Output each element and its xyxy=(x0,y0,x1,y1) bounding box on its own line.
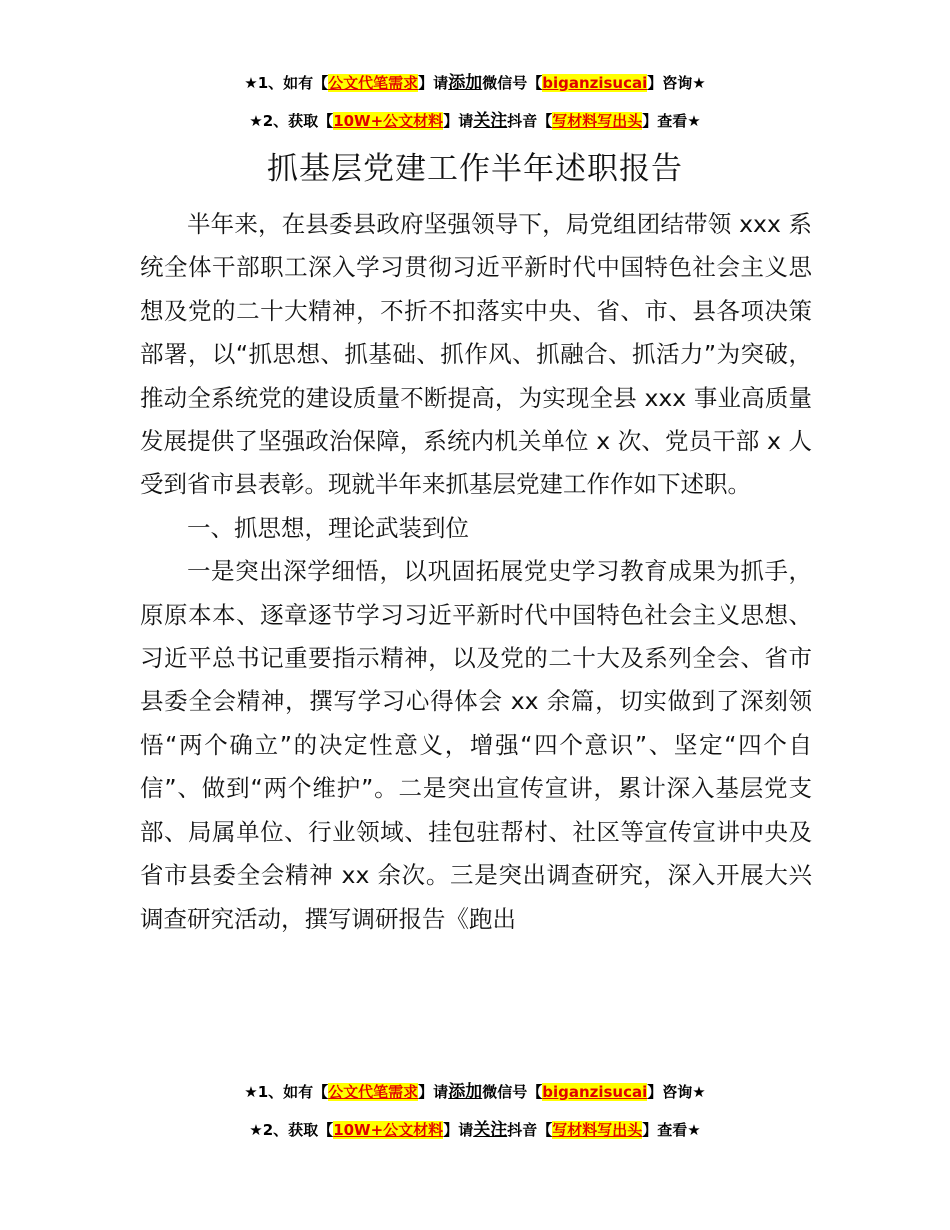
document-title: 抓基层党建工作半年述职报告 xyxy=(267,151,683,187)
ad-emphasis: 添加 xyxy=(448,73,483,93)
paragraph-section-1: 一是突出深学细悟，以巩固拓展党史学习教育成果为抓手，原原本本、逐章逐节学习习近平新时代中国特色社会主义思想、习近平总书记重要指示精神，以及党的二十大及系列全会、省市县委全会精神，撰写学习心得体会 xx 余篇，切实做到了深刻领悟“两个确立”的决定性意义，增强“四个意识”、坚定“四个自信”、做到“两个维护”。二是突出宣传宣讲，累计深入基层党支部、局属单位、行业领域、挂包驻帮村、社区等宣传宣讲中央及省市县委全会精神 xx 余次。三是突出调查研究，深入开展大兴调查研究活动，撰写调研报告《跑出 xyxy=(140,557,812,933)
ad-text: 】请 xyxy=(443,112,474,130)
ad-douyin-id: 写材料写出头 xyxy=(552,112,643,130)
section-heading: 一、抓思想，理论武装到位 xyxy=(187,513,469,542)
header-ad-line-2 xyxy=(0,106,950,131)
ad-text: 】请 xyxy=(443,1121,474,1139)
ad-wechat-id: biganzisucai xyxy=(542,1083,648,1101)
ad-text: 】咨询★ xyxy=(647,74,706,92)
ad-emphasis: 关注 xyxy=(473,1120,508,1140)
ad-text: ★2、获取【 xyxy=(249,112,334,130)
ad-text: 】查看★ xyxy=(642,112,701,130)
ad-text: 抖音【 xyxy=(507,112,553,130)
ad-text: 】请 xyxy=(418,1083,449,1101)
ad-highlight: 10W+公文材料 xyxy=(333,1121,444,1139)
ad-text: ★2、获取【 xyxy=(249,1121,334,1139)
ad-highlight: 10W+公文材料 xyxy=(333,112,444,130)
ad-douyin-id: 写材料写出头 xyxy=(552,1121,643,1139)
ad-text: 】查看★ xyxy=(642,1121,701,1139)
ad-text: 微信号【 xyxy=(482,74,543,92)
ad-emphasis: 关注 xyxy=(473,111,508,131)
paragraph-intro: 半年来，在县委县政府坚强领导下，局党组团结带领 xxx 系统全体干部职工深入学习贯彻习近平新时代中国特色社会主义思想及党的二十大精神，不折不扣落实中央、省、市、县各项决策部署，以“抓思想、抓基础、抓作风、抓融合、抓活力”为突破，推动全系统党的建设质量不断提高，为实现全县 xxx 事业高质量发展提供了坚强政治保障，系统内机关单位 x 次、党员干部 x 人受到省市县表彰。现就半年来抓基层党建工作作如下述职。 xyxy=(140,210,812,499)
ad-text: 】咨询★ xyxy=(647,1083,706,1101)
ad-text: 】请 xyxy=(418,74,449,92)
ad-text: ★1、如有【 xyxy=(244,74,329,92)
document-body xyxy=(140,203,812,941)
ad-highlight: 公文代笔需求 xyxy=(328,74,419,92)
ad-text: ★1、如有【 xyxy=(244,1083,329,1101)
footer-ad-line-2 xyxy=(0,1115,950,1140)
ad-text: 抖音【 xyxy=(507,1121,553,1139)
footer-ad-line-1 xyxy=(0,1077,950,1102)
ad-emphasis: 添加 xyxy=(448,1082,483,1102)
ad-wechat-id: biganzisucai xyxy=(542,74,648,92)
ad-highlight: 公文代笔需求 xyxy=(328,1083,419,1101)
header-ad-line-1 xyxy=(0,68,950,93)
ad-text: 微信号【 xyxy=(482,1083,543,1101)
